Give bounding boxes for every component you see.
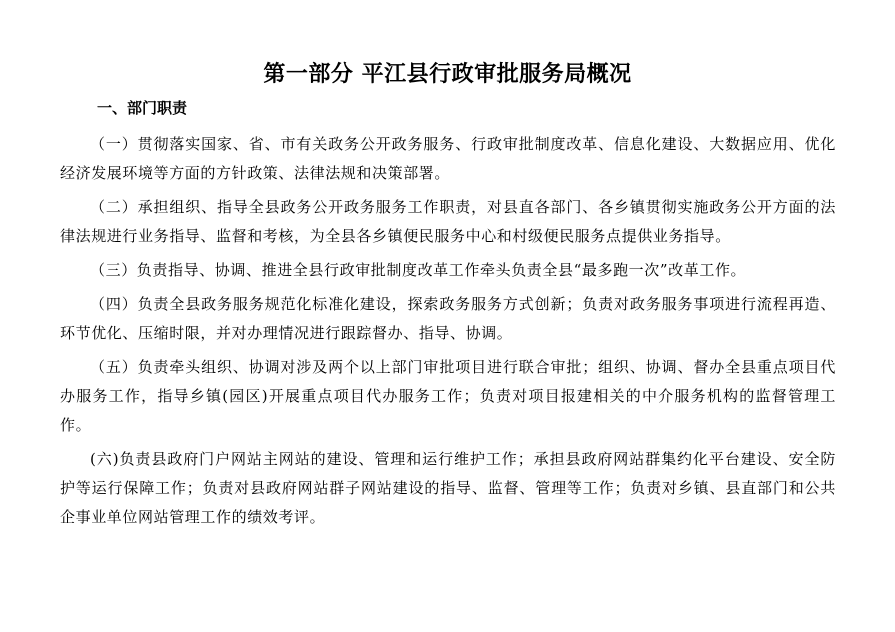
duty-paragraph-6: (六)负责县政府门户网站主网站的建设、管理和运行维护工作；承担县政府网站群集约化平台建设、安全防护等运行保障工作；负责对县政府网站群子网站建设的指导、监督、管理等工作；负责对乡镇、县直部门和公共企事业单位网站管理工作的绩效考评。 bbox=[60, 450, 836, 526]
section-heading: 一、部门职责 bbox=[97, 99, 188, 117]
document-body bbox=[60, 130, 836, 537]
duty-paragraph-2: （二）承担组织、指导全县政务公开政务服务工作职责，对县直各部门、各乡镇贯彻实施政务公开方面的法律法规进行业务指导、监督和考核，为全县各乡镇便民服务中心和村级便民服务点提供业务指导。 bbox=[60, 198, 836, 245]
duty-paragraph-4: （四）负责全县政务服务规范化标准化建设，探索政务服务方式创新；负责对政务服务事项进行流程再造、环节优化、压缩时限，并对办理情况进行跟踪督办、指导、协调。 bbox=[60, 295, 836, 342]
duty-paragraph-3: （三）负责指导、协调、推进全县行政审批制度改革工作牵头负责全县“最多跑一次”改革工作。 bbox=[90, 261, 747, 279]
document-title: 第一部分 平江县行政审批服务局概况 bbox=[263, 62, 632, 87]
duty-paragraph-5: （五）负责牵头组织、协调对涉及两个以上部门审批项目进行联合审批；组织、协调、督办全县重点项目代办服务工作，指导乡镇(园区)开展重点项目代办服务工作；负责对项目报建相关的中介服务机构的监督管理工作。 bbox=[60, 358, 836, 434]
duty-paragraph-1: （一）贯彻落实国家、省、市有关政务公开政务服务、行政审批制度改革、信息化建设、大数据应用、优化经济发展环境等方面的方针政策、法律法规和决策部署。 bbox=[60, 135, 836, 182]
